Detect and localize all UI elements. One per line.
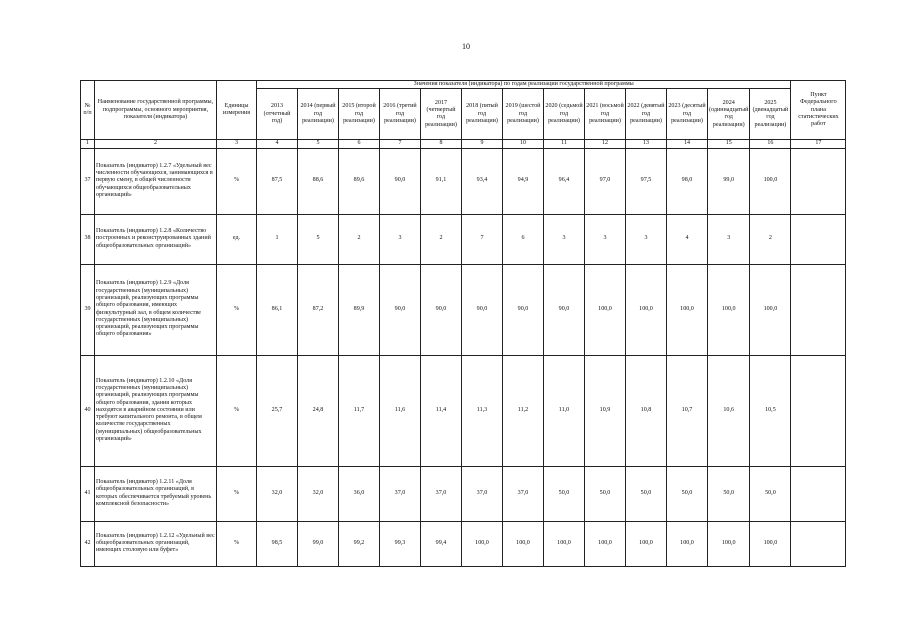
- value-cell: 50,0: [667, 466, 708, 521]
- unit-cell: ед.: [217, 214, 257, 264]
- value-cell: 100,0: [708, 521, 750, 566]
- value-cell: 91,1: [421, 148, 462, 214]
- header-year-7: 2020 (седьмой год реализации): [544, 89, 585, 140]
- value-cell: 90,0: [503, 264, 544, 355]
- value-cell: 89,6: [339, 148, 380, 214]
- value-cell: 90,0: [462, 264, 503, 355]
- value-cell: 98,5: [257, 521, 298, 566]
- header-values-group: Значения показателя (индикатора) по годам реализации государственной программы: [257, 81, 791, 89]
- column-number: 3: [217, 140, 257, 148]
- value-cell: 2: [750, 214, 791, 264]
- column-number: 17: [791, 140, 846, 148]
- value-cell: 50,0: [626, 466, 667, 521]
- plan-cell: [791, 521, 846, 566]
- value-cell: 25,7: [257, 355, 298, 466]
- value-cell: 100,0: [503, 521, 544, 566]
- column-number: 11: [544, 140, 585, 148]
- table-row: [81, 521, 846, 566]
- value-cell: 97,0: [585, 148, 626, 214]
- column-number: 2: [95, 140, 217, 148]
- value-cell: 36,0: [339, 466, 380, 521]
- value-cell: 11,6: [380, 355, 421, 466]
- value-cell: 50,0: [544, 466, 585, 521]
- value-cell: 10,6: [708, 355, 750, 466]
- row-number: 42: [81, 521, 95, 566]
- value-cell: 7: [462, 214, 503, 264]
- value-cell: 100,0: [667, 521, 708, 566]
- value-cell: 5: [298, 214, 339, 264]
- column-number: 6: [339, 140, 380, 148]
- header-name: Наименование государственной программы, подпрограммы, основного мероприятия, показателя (индикатора): [95, 81, 217, 140]
- value-cell: 50,0: [585, 466, 626, 521]
- value-cell: 37,0: [503, 466, 544, 521]
- header-year-1: 2014 (первый год реализации): [298, 89, 339, 140]
- indicators-table: [80, 80, 846, 567]
- value-cell: 50,0: [750, 466, 791, 521]
- value-cell: 11,2: [503, 355, 544, 466]
- indicator-name: Показатель (индикатор) 1.2.8 «Количество построенных и реконструированных зданий общеобразовательных организаций»: [95, 214, 217, 264]
- value-cell: 87,2: [298, 264, 339, 355]
- value-cell: 1: [257, 214, 298, 264]
- value-cell: 11,4: [421, 355, 462, 466]
- value-cell: 3: [708, 214, 750, 264]
- value-cell: 100,0: [585, 264, 626, 355]
- value-cell: 32,0: [257, 466, 298, 521]
- unit-cell: %: [217, 264, 257, 355]
- row-number: 41: [81, 466, 95, 521]
- value-cell: 99,2: [339, 521, 380, 566]
- value-cell: 3: [380, 214, 421, 264]
- column-number: 7: [380, 140, 421, 148]
- header-year-2: 2015 (второй год реализации): [339, 89, 380, 140]
- header-year-6: 2019 (шестой год реализации): [503, 89, 544, 140]
- header-unit: Единицы измерения: [217, 81, 257, 140]
- page-number: 10: [462, 42, 470, 51]
- indicator-name: Показатель (индикатор) 1.2.12 «Удельный вес общеобразовательных организаций, имеющих столовую или буфет»: [95, 521, 217, 566]
- table-row: [81, 148, 846, 214]
- indicator-name: Показатель (индикатор) 1.2.9 «Доля государственных (муниципальных) организаций, реализующих программы общего образования, имеющих физкультурный зал, в общем количестве государственных (муниципальных) организаций, реализующих программы общего образования»: [95, 264, 217, 355]
- value-cell: 4: [667, 214, 708, 264]
- row-number: 37: [81, 148, 95, 214]
- plan-cell: [791, 214, 846, 264]
- value-cell: 99,0: [298, 521, 339, 566]
- value-cell: 11,3: [462, 355, 503, 466]
- header-year-10: 2023 (десятый год реализации): [667, 89, 708, 140]
- header-plan: Пункт Федерального плана статистических работ: [791, 81, 846, 140]
- table-row: [81, 214, 846, 264]
- value-cell: 98,0: [667, 148, 708, 214]
- row-number: 38: [81, 214, 95, 264]
- header-year-11: 2024 (одиннадцатый год реализации): [708, 89, 750, 140]
- value-cell: 3: [626, 214, 667, 264]
- value-cell: 3: [544, 214, 585, 264]
- value-cell: 99,4: [421, 521, 462, 566]
- column-number: 14: [667, 140, 708, 148]
- column-number: 1: [81, 140, 95, 148]
- value-cell: 100,0: [544, 521, 585, 566]
- value-cell: 88,6: [298, 148, 339, 214]
- value-cell: 94,9: [503, 148, 544, 214]
- value-cell: 32,0: [298, 466, 339, 521]
- value-cell: 100,0: [585, 521, 626, 566]
- value-cell: 3: [585, 214, 626, 264]
- value-cell: 37,0: [462, 466, 503, 521]
- value-cell: 93,4: [462, 148, 503, 214]
- column-number: 13: [626, 140, 667, 148]
- value-cell: 100,0: [750, 521, 791, 566]
- value-cell: 50,0: [708, 466, 750, 521]
- indicator-name: Показатель (индикатор) 1.2.11 «Доля общеобразовательных организаций, в которых обеспечивается требуемый уровень комплексной безопасности»: [95, 466, 217, 521]
- header-year-12: 2025 (двенадцатый год реализации): [750, 89, 791, 140]
- column-number: 5: [298, 140, 339, 148]
- value-cell: 10,7: [667, 355, 708, 466]
- value-cell: 2: [339, 214, 380, 264]
- value-cell: 10,8: [626, 355, 667, 466]
- value-cell: 100,0: [750, 148, 791, 214]
- column-number: 16: [750, 140, 791, 148]
- value-cell: 100,0: [626, 521, 667, 566]
- value-cell: 90,0: [544, 264, 585, 355]
- unit-cell: %: [217, 466, 257, 521]
- table-row: [81, 466, 846, 521]
- column-number: 9: [462, 140, 503, 148]
- value-cell: 37,0: [380, 466, 421, 521]
- unit-cell: %: [217, 355, 257, 466]
- value-cell: 87,5: [257, 148, 298, 214]
- row-number: 39: [81, 264, 95, 355]
- header-year-4: 2017 (четвертый год реализации): [421, 89, 462, 140]
- value-cell: 24,8: [298, 355, 339, 466]
- column-number: 15: [708, 140, 750, 148]
- plan-cell: [791, 355, 846, 466]
- value-cell: 37,0: [421, 466, 462, 521]
- value-cell: 99,0: [708, 148, 750, 214]
- unit-cell: %: [217, 521, 257, 566]
- table-row: [81, 355, 846, 466]
- header-year-8: 2021 (восьмой год реализации): [585, 89, 626, 140]
- indicator-name: Показатель (индикатор) 1.2.7 «Удельный вес численности обучающихся, занимающихся в первую смену, в общей численности обучающихся общеобразовательных организаций»: [95, 148, 217, 214]
- value-cell: 6: [503, 214, 544, 264]
- value-cell: 90,0: [380, 148, 421, 214]
- row-number: 40: [81, 355, 95, 466]
- plan-cell: [791, 264, 846, 355]
- column-number: 12: [585, 140, 626, 148]
- table-row: [81, 264, 846, 355]
- value-cell: 90,0: [380, 264, 421, 355]
- value-cell: 100,0: [708, 264, 750, 355]
- header-year-5: 2018 (пятый год реализации): [462, 89, 503, 140]
- value-cell: 10,5: [750, 355, 791, 466]
- header-num: № п/п: [81, 81, 95, 140]
- column-number: 4: [257, 140, 298, 148]
- value-cell: 2: [421, 214, 462, 264]
- value-cell: 96,4: [544, 148, 585, 214]
- value-cell: 100,0: [750, 264, 791, 355]
- value-cell: 11,7: [339, 355, 380, 466]
- plan-cell: [791, 466, 846, 521]
- value-cell: 100,0: [462, 521, 503, 566]
- value-cell: 86,1: [257, 264, 298, 355]
- indicator-name: Показатель (индикатор) 1.2.10 «Доля государственных (муниципальных) организаций, реализующих программы общего образования, здания которых находятся в аварийном состоянии или требуют капитального ремонта, в общем количестве государственных (муниципальных) общеобразовательных организаций»: [95, 355, 217, 466]
- header-year-9: 2022 (девятый год реализации): [626, 89, 667, 140]
- value-cell: 100,0: [626, 264, 667, 355]
- header-year-0: 2013 (отчетный год): [257, 89, 298, 140]
- value-cell: 90,0: [421, 264, 462, 355]
- header-year-3: 2016 (третий год реализации): [380, 89, 421, 140]
- value-cell: 97,5: [626, 148, 667, 214]
- value-cell: 10,9: [585, 355, 626, 466]
- column-number: 10: [503, 140, 544, 148]
- value-cell: 89,9: [339, 264, 380, 355]
- column-number: 8: [421, 140, 462, 148]
- unit-cell: %: [217, 148, 257, 214]
- value-cell: 100,0: [667, 264, 708, 355]
- plan-cell: [791, 148, 846, 214]
- value-cell: 11,0: [544, 355, 585, 466]
- value-cell: 99,3: [380, 521, 421, 566]
